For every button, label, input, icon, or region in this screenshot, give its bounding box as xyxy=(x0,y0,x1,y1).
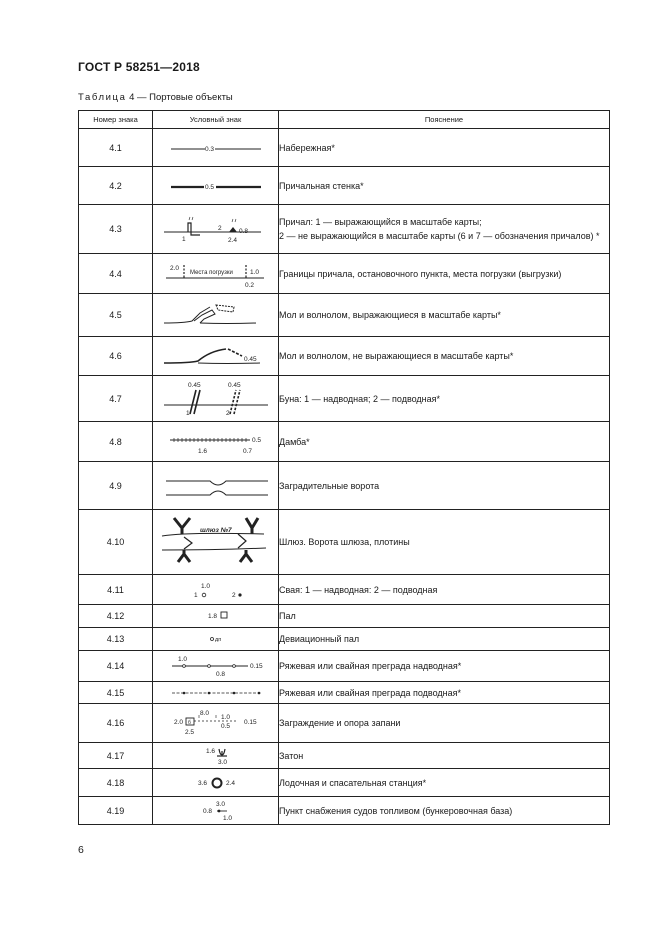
sign-symbol xyxy=(153,167,279,205)
sign-explanation: Свая: 1 — надводная: 2 — подводная xyxy=(279,575,610,605)
symbol-label: 2.0 xyxy=(173,719,183,726)
table-row xyxy=(79,797,610,825)
explanation-line: 2 — не выражающийся в масштабе карты (6 и 7 — обозначения причалов) * xyxy=(279,231,600,241)
sign-number: 4.1 xyxy=(79,129,153,167)
table-row xyxy=(79,205,610,254)
quay-wall-symbol xyxy=(156,171,276,201)
sign-number: 4.19 xyxy=(79,797,153,825)
fuel-supply-symbol xyxy=(156,798,276,824)
symbol-label: 0.15 xyxy=(243,719,257,726)
sign-number: 4.4 xyxy=(79,254,153,294)
symbol-label: шлюз №7 xyxy=(199,527,232,534)
symbol-label: 1.6 xyxy=(205,747,215,755)
sign-explanation: Шлюз. Ворота шлюза, плотины xyxy=(279,510,610,575)
svg-text:б: б xyxy=(187,720,191,726)
boom-symbol xyxy=(156,706,276,740)
table-row xyxy=(79,337,610,376)
symbol-label: 1 xyxy=(181,236,186,243)
sign-number: 4.14 xyxy=(79,651,153,682)
caption-label: Таблица xyxy=(78,92,127,103)
sign-explanation: Пал xyxy=(279,605,610,628)
table-row xyxy=(79,254,610,294)
column-header-explanation: Пояснение xyxy=(279,111,610,129)
symbol-label: 2.4 xyxy=(225,779,235,787)
table-row xyxy=(79,651,610,682)
barrier-gate-symbol xyxy=(156,465,276,507)
pier-symbol xyxy=(156,208,276,250)
sign-symbol xyxy=(153,797,279,825)
symbol-label: 2.0 xyxy=(169,264,179,272)
symbol-label: 2.4 xyxy=(227,237,237,244)
symbol-label: 1.6 xyxy=(197,447,207,455)
sign-number: 4.6 xyxy=(79,337,153,376)
symbol-label: 1.8 xyxy=(207,613,217,620)
table-row xyxy=(79,682,610,704)
symbol-label: 0.15 xyxy=(249,663,263,670)
bollard-symbol xyxy=(156,606,276,626)
sign-number: 4.10 xyxy=(79,510,153,575)
table-row xyxy=(79,510,610,575)
symbol-label: 1.0 xyxy=(249,268,259,276)
table-row xyxy=(79,462,610,510)
symbol-label: 0.3 xyxy=(204,145,214,153)
symbol-label: 8.0 xyxy=(199,710,209,717)
symbol-label: 2.5 xyxy=(184,729,194,736)
sign-symbol xyxy=(153,337,279,376)
table-row xyxy=(79,376,610,422)
symbol-label: 1 xyxy=(193,591,198,599)
symbol-label: 0.5 xyxy=(251,436,261,444)
sign-symbol xyxy=(153,294,279,337)
sign-symbol xyxy=(153,704,279,743)
symbol-label: 3.6 xyxy=(197,779,207,787)
symbol-label: 1.0 xyxy=(222,814,232,822)
page-number: 6 xyxy=(78,844,84,856)
port-objects-table xyxy=(78,110,610,825)
table-row xyxy=(79,294,610,337)
table-row xyxy=(79,704,610,743)
sign-explanation: Заградительные ворота xyxy=(279,462,610,510)
sign-symbol xyxy=(153,605,279,628)
sign-number: 4.17 xyxy=(79,743,153,769)
table-row xyxy=(79,422,610,462)
symbol-label: 1.0 xyxy=(220,714,230,721)
pier-boundary-symbol xyxy=(156,257,276,291)
sign-explanation: Заграждение и опора запани xyxy=(279,704,610,743)
symbol-label: Места погрузки xyxy=(189,269,233,276)
sign-number: 4.12 xyxy=(79,605,153,628)
sign-explanation: Пункт снабжения судов топливом (бункеровочная база) xyxy=(279,797,610,825)
sign-explanation: Ряжевая или свайная преграда подводная* xyxy=(279,682,610,704)
sign-explanation: Причальная стенка* xyxy=(279,167,610,205)
symbol-label: 0.5 xyxy=(220,723,230,730)
symbol-label: 2 xyxy=(231,591,236,599)
table-row xyxy=(79,575,610,605)
embankment-symbol xyxy=(156,133,276,163)
sign-explanation xyxy=(279,205,610,254)
sign-number: 4.11 xyxy=(79,575,153,605)
crib-barrier-underwater-symbol xyxy=(156,684,276,702)
sign-symbol xyxy=(153,682,279,704)
sign-number: 4.5 xyxy=(79,294,153,337)
sign-explanation: Набережная* xyxy=(279,129,610,167)
table-row xyxy=(79,129,610,167)
sign-number: 4.16 xyxy=(79,704,153,743)
sign-number: 4.18 xyxy=(79,769,153,797)
sign-symbol xyxy=(153,510,279,575)
table-caption xyxy=(78,92,233,103)
table-row xyxy=(79,628,610,651)
sign-explanation: Затон xyxy=(279,743,610,769)
column-header-symbol: Условный знак xyxy=(153,111,279,129)
symbol-label: 1 xyxy=(185,409,190,417)
sign-symbol xyxy=(153,376,279,422)
sign-number: 4.13 xyxy=(79,628,153,651)
groyne-symbol xyxy=(156,378,276,420)
symbol-label: 0.2 xyxy=(244,281,254,289)
backwater-symbol xyxy=(156,744,276,768)
dam-symbol xyxy=(156,425,276,459)
symbol-label: 2 xyxy=(217,225,222,232)
lock-symbol xyxy=(156,512,276,572)
sign-explanation: Границы причала, остановочного пункта, места погрузки (выгрузки) xyxy=(279,254,610,294)
symbol-label: 1.0 xyxy=(177,656,187,663)
sign-number: 4.9 xyxy=(79,462,153,510)
symbol-label: 2 xyxy=(225,409,230,417)
sign-explanation: Мол и волнолом, выражающиеся в масштабе карты* xyxy=(279,294,610,337)
pile-symbol xyxy=(156,577,276,603)
mole-scaled-symbol xyxy=(156,297,276,333)
table-row xyxy=(79,167,610,205)
symbol-label: дп xyxy=(214,637,221,643)
sign-number: 4.15 xyxy=(79,682,153,704)
mole-unscaled-symbol xyxy=(156,339,276,373)
symbol-label: 3.0 xyxy=(217,758,227,766)
symbol-label: 0.45 xyxy=(243,356,257,363)
crib-barrier-above-symbol xyxy=(156,652,276,680)
sign-number: 4.7 xyxy=(79,376,153,422)
sign-symbol xyxy=(153,129,279,167)
table-row xyxy=(79,769,610,797)
symbol-label: 0.8 xyxy=(215,671,225,678)
sign-explanation: Буна: 1 — надводная; 2 — подводная* xyxy=(279,376,610,422)
sign-symbol xyxy=(153,575,279,605)
symbol-label: 0.5 xyxy=(204,183,214,191)
rescue-station-symbol xyxy=(156,771,276,795)
symbol-label: 0.8 xyxy=(202,807,212,815)
caption-dash: — xyxy=(137,92,147,103)
column-header-number: Номер знака xyxy=(79,111,153,129)
symbol-label: 0.7 xyxy=(242,447,252,455)
sign-number: 4.8 xyxy=(79,422,153,462)
explanation-line: Причал: 1 — выражающийся в масштабе карты; xyxy=(279,217,482,227)
sign-symbol xyxy=(153,254,279,294)
sign-symbol xyxy=(153,462,279,510)
sign-symbol xyxy=(153,422,279,462)
symbol-label: 3.0 xyxy=(215,800,225,808)
caption-title: Портовые объекты xyxy=(149,92,233,103)
table-header-row xyxy=(79,111,610,129)
table-row xyxy=(79,743,610,769)
symbol-label: 1.0 xyxy=(200,582,210,590)
sign-symbol xyxy=(153,628,279,651)
doc-title: ГОСТ Р 58251—2018 xyxy=(78,60,200,74)
symbol-label: 0.45 xyxy=(227,381,241,389)
symbol-label: 0.8 xyxy=(238,228,248,235)
table-row xyxy=(79,605,610,628)
sign-explanation: Девиационный пал xyxy=(279,628,610,651)
sign-symbol xyxy=(153,205,279,254)
sign-symbol xyxy=(153,743,279,769)
symbol-label: 0.45 xyxy=(187,381,201,389)
sign-explanation: Мол и волнолом, не выражающиеся в масштабе карты* xyxy=(279,337,610,376)
sign-number: 4.3 xyxy=(79,205,153,254)
sign-number: 4.2 xyxy=(79,167,153,205)
sign-explanation: Дамба* xyxy=(279,422,610,462)
sign-explanation: Ряжевая или свайная преграда надводная* xyxy=(279,651,610,682)
sign-symbol xyxy=(153,651,279,682)
sign-explanation: Лодочная и спасательная станция* xyxy=(279,769,610,797)
sign-symbol xyxy=(153,769,279,797)
caption-number: 4 xyxy=(129,92,135,103)
deviation-bollard-symbol xyxy=(156,629,276,649)
